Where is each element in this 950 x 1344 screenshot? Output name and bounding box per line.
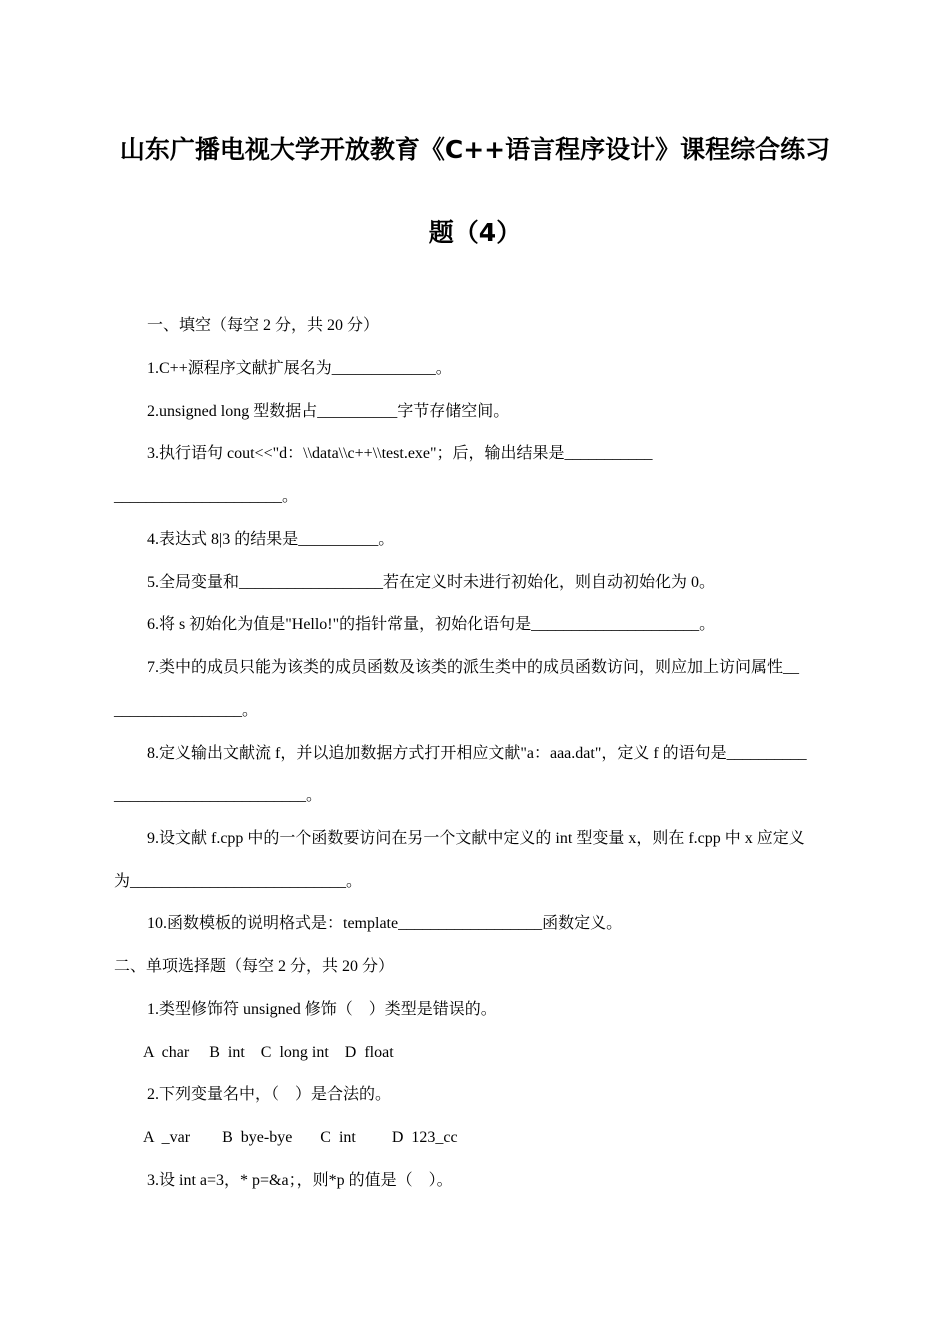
fill-question-8: 8.定义输出文献流 f，并以追加数据方式打开相应文献"a：aaa.dat"，定义 f 的语句是__________ <box>147 745 807 762</box>
section-2-heading: 二、单项选择题（每空 2 分，共 20 分） <box>114 958 395 975</box>
fill-question-3: 3.执行语句 cout<<"d：\\data\\c++\\test.exe"；后，输出结果是___________ <box>147 445 653 462</box>
choice-question-1-options: A char B int C long int D float <box>143 1044 394 1061</box>
fill-question-10: 10.函数模板的说明格式是：template__________________函数定义。 <box>147 915 623 932</box>
fill-question-9: 9.设文献 f.cpp 中的一个函数要访问在另一个文献中定义的 int 型变量 x，则在 f.cpp 中 x 应定义 <box>147 830 805 847</box>
fill-question-1: 1.C++源程序文献扩展名为_____________。 <box>147 360 452 377</box>
choice-question-1: 1.类型修饰符 unsigned 修饰（ ）类型是错误的。 <box>147 1001 497 1018</box>
choice-question-2-options: A _var B bye-bye C int D 123_cc <box>143 1129 458 1146</box>
document-title-line-1: 山东广播电视大学开放教育《C++语言程序设计》课程综合练习 <box>119 135 831 164</box>
fill-question-2: 2.unsigned long 型数据占__________字节存储空间。 <box>147 403 510 420</box>
fill-question-3-continuation: _____________________。 <box>114 488 299 505</box>
section-1-heading: 一、填空（每空 2 分，共 20 分） <box>147 317 380 334</box>
document-title-line-2: 题（4） <box>428 218 522 247</box>
choice-question-2: 2.下列变量名中，（ ）是合法的。 <box>147 1086 392 1103</box>
choice-question-3: 3.设 int a=3，* p=&a；，则*p 的值是（ ）。 <box>147 1172 453 1189</box>
fill-question-8-continuation: ________________________。 <box>114 787 323 804</box>
fill-question-9-continuation: 为___________________________。 <box>114 873 363 890</box>
fill-question-5: 5.全局变量和__________________若在定义时未进行初始化，则自动初始化为 0。 <box>147 574 716 591</box>
fill-question-6: 6.将 s 初始化为值是"Hello!"的指针常量，初始化语句是_____________________。 <box>147 616 716 633</box>
fill-question-4: 4.表达式 8|3 的结果是__________。 <box>147 531 395 548</box>
fill-question-7-continuation: ________________。 <box>114 702 259 719</box>
fill-question-7: 7.类中的成员只能为该类的成员函数及该类的派生类中的成员函数访问，则应加上访问属性__ <box>147 659 800 676</box>
